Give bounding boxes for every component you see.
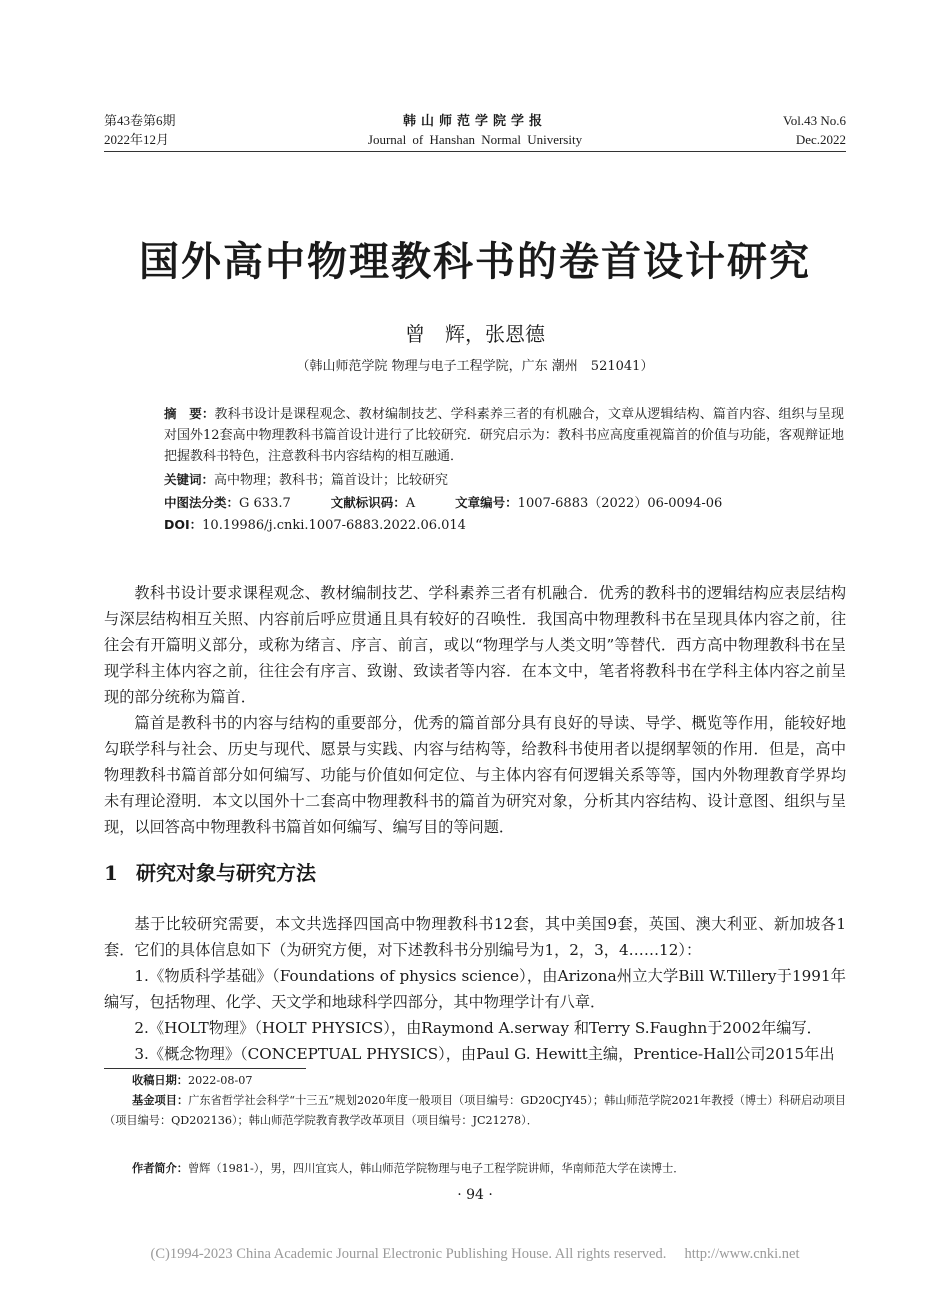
section-heading-1 [104, 858, 316, 888]
body-paragraph-2: 篇首是教科书的内容与结构的重要部分，优秀的篇首部分具有良好的导读、导学、概览等作用，能较好地勾联学科与社会、历史与现代、愿景与实践、内容与结构等，给教科书使用者以提纲挈领的作用．但是，高中物理教科书篇首部分如何编写、功能与价值如何定位、与主体内容有何逻辑关系等等，国内外物理教育学界均未有理论澄明．本文以国外十二套高中物理教科书的篇首为研究对象，分析其内容结构、设计意图、组织与呈现，以回答高中物理教科书篇首如何编写、编写目的等问题． [104, 714, 846, 836]
list-item-1: 1.《物质科学基础》（Foundations of physics science），由Arizona州立大学Bill W.Tillery于1991年编写，包括物理、化学、天文学和地球科学四部分，其中物理学计有八章． [104, 967, 846, 1011]
header-journal-en: Journal of Hanshan Normal University [367, 132, 583, 147]
header-volume-en: Vol.43 No.6 [783, 113, 846, 128]
header-rule [104, 151, 846, 152]
received-value: 2022-08-07 [187, 1074, 253, 1087]
header-date-en: Dec.2022 [795, 132, 846, 147]
body-paragraph-3: 基于比较研究需要，本文共选择四国高中物理教科书12套，其中美国9套，英国、澳大利亚、新加坡各1套．它们的具体信息如下（为研究方便，对下述教科书分别编号为1，2，3，4……12）： [104, 915, 846, 959]
received-label: 收稿日期： [132, 1074, 188, 1087]
footnote-author [104, 1159, 846, 1179]
header-volume-cn: 第43卷第6期 [104, 113, 176, 128]
article-no-label: 文章编号： [455, 495, 518, 510]
abstract [164, 403, 844, 467]
doi-line [164, 514, 844, 536]
body-paragraph-1: 教科书设计要求课程观念、教材编制技艺、学科素养三者有机融合．优秀的教科书的逻辑结构应表层结构与深层结构相互关照、内容前后呼应贯通且具有较好的召唤性．我国高中物理教科书在呈现具体内容之前，往往会有开篇明义部分，或称为绪言、序言、前言，或以“物理学与人类文明”等替代．西方高中物理教科书在呈现学科主体内容之前，往往会有序言、致谢、致读者等内容．在本文中，笔者将教科书在学科主体内容之前呈现的部分统称为篇首． [104, 584, 846, 706]
author-bio-label: 作者简介： [132, 1162, 188, 1175]
doc-code-value: A [405, 496, 416, 511]
doi-value: 10.19986/j.cnki.1007-6883.2022.06.014 [202, 518, 466, 533]
author-bio-value: 曾辉（1981-），男，四川宜宾人，韩山师范学院物理与电子工程学院讲师，华南师范大学在读博士． [187, 1162, 685, 1175]
article-title: 国外高中物理教科书的卷首设计研究 [139, 238, 811, 285]
article-no-value: 1007-6883（2022）06-0094-06 [517, 496, 723, 511]
article-authors: 曾 辉，张恩德 [405, 322, 545, 346]
header-journal-cn: 韩山师范学院学报 [402, 113, 547, 128]
list-item-3: 3.《概念物理》（CONCEPTUAL PHYSICS），由Paul G. Hewitt主编，Prentice-Hall公司2015年出 [134, 1045, 835, 1063]
section-1-text [104, 911, 846, 1067]
page-number: · 94 · [457, 1187, 493, 1203]
footnote-rule [104, 1068, 306, 1069]
keywords-label: 关键词： [164, 472, 215, 487]
doi-label: DOI： [164, 517, 203, 532]
doc-code-label: 文献标识码： [330, 495, 406, 510]
abstract-text: 教科书设计是课程观念、教材编制技艺、学科素养三者的有机融合，文章从逻辑结构、篇首内容、组织与呈现对国外12套高中物理教科书篇首设计进行了比较研究．研究启示为：教科书应高度重视篇首的价值与功能，客观辩证地把握教科书特色，注意教科书内容结构的相互融通． [164, 407, 844, 464]
classification-line [164, 492, 844, 514]
fund-label: 基金项目： [132, 1094, 189, 1107]
clc-label: 中图法分类： [164, 495, 240, 510]
list-item-2: 2.《HOLT物理》（HOLT PHYSICS），由Raymond A.serway 和Terry S.Faughn于2002年编写． [134, 1019, 822, 1037]
keywords-line [164, 469, 844, 491]
section-number: 1 [104, 861, 118, 885]
section-title: 研究对象与研究方法 [136, 861, 316, 885]
intro-text [104, 580, 846, 840]
fund-value: 广东省哲学社会科学“十三五”规划2020年度一般项目（项目编号：GD20CJY45）；韩山师范学院2021年教授（博士）科研启动项目（项目编号：QD202136）；韩山师范学院教育教学改革项目（项目编号：JC21278）． [104, 1094, 846, 1127]
copyright-notice: (C)1994-2023 China Academic Journal Electronic Publishing House. All rights reserved. http://www.cnki.net [150, 1246, 800, 1262]
clc-value: G 633.7 [239, 496, 291, 511]
keywords-text: 高中物理；教科书；篇首设计；比较研究 [214, 473, 449, 488]
footnote-received [104, 1071, 846, 1091]
footnote-fund [104, 1091, 846, 1131]
article-affiliation: （韩山师范学院 物理与电子工程学院，广东 潮州 521041） [296, 359, 654, 374]
abstract-label: 摘 要： [164, 406, 215, 421]
header-date-cn: 2022年12月 [104, 132, 170, 147]
